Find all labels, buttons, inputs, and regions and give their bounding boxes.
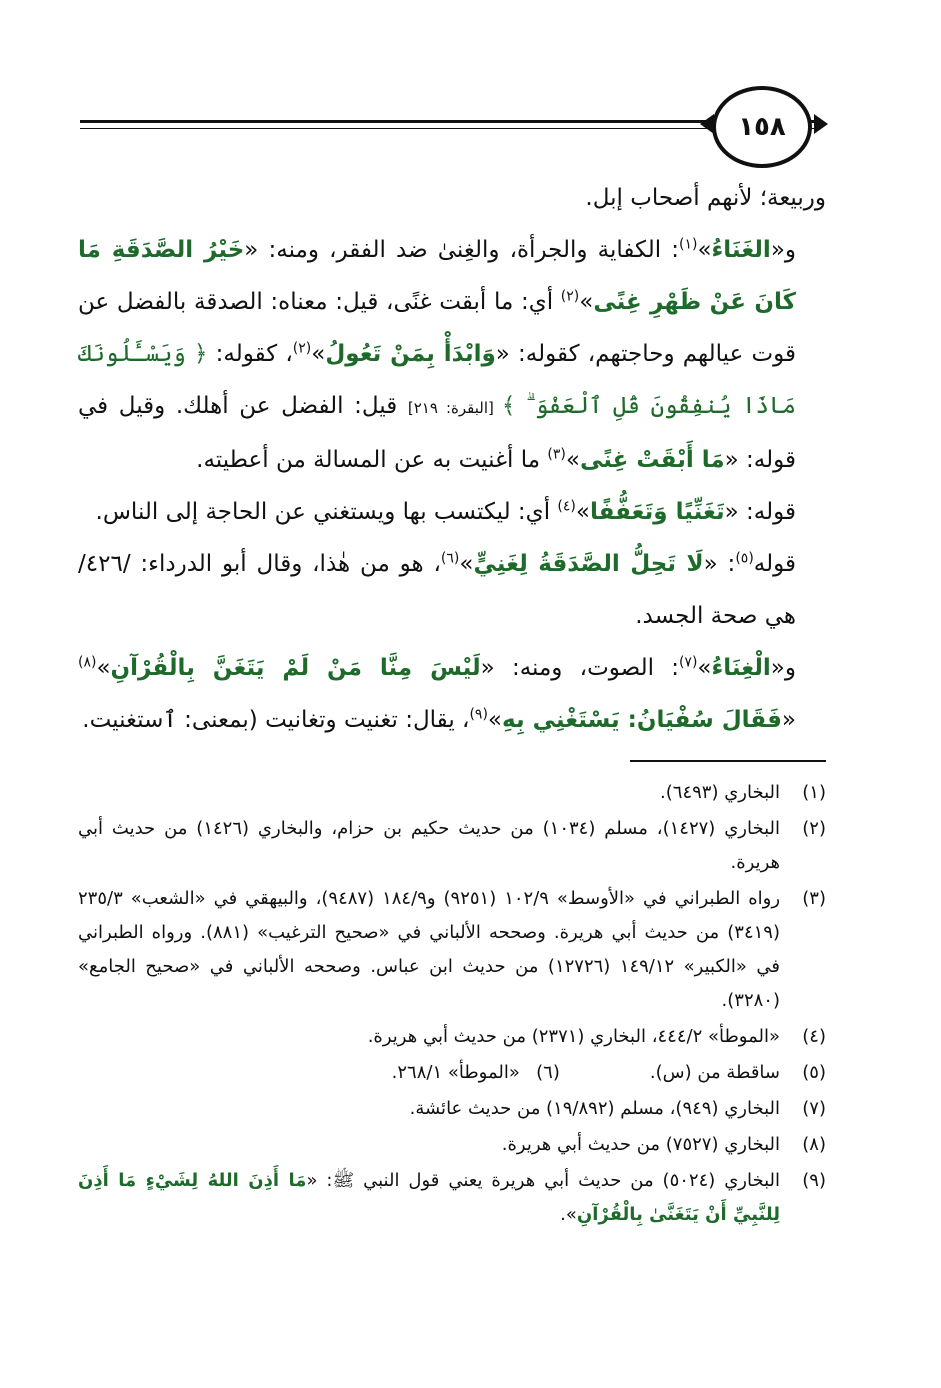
- footnote-text: «الموطأ» ٤٤٤/٢، البخاري (٢٣٧١) من حديث أبي هريرة.: [367, 1026, 780, 1047]
- footnote-ref-2: (٢): [560, 288, 580, 305]
- footnote-number: (٨): [802, 1134, 826, 1155]
- page-badge-right-point: [814, 114, 828, 134]
- footnote-5-6: [78, 1056, 826, 1090]
- term-ghinaa: الْغِنَاءُ: [711, 655, 771, 681]
- footnote-ref-9: (٩): [469, 706, 488, 723]
- footnote-ref-5: (٥): [735, 550, 754, 567]
- footnote-text: رواه الطبراني في «الأوسط» ١٠٢/٩ (٩٢٥١) و١٨٤/٩ (٩٤٨٧)، والبيهقي في «الشعب» ٢٣٥/٣ (٣٤١٩) من حديث أبي هريرة. وصححه الألباني في «صحيح الترغيب» (٨٨١). ورواه الطبراني في «الكبير» ١٤٩/١٢ (١٢٧٢٦) من حديث ابن عباس. وصححه الألباني في «صحيح الجامع» (٣٢٨٠).: [78, 888, 781, 1011]
- paragraph-la-tahill: قوله$^{(٥)}$: «لَا تَحِلُّ الصَّدَقَةُ لِغَنِيٍّ»$^{(٦)}$، هو من هٰذا، وقال أبو الدرداء: /٤٢٦/ هي صحة الجسد.: [78, 550, 796, 629]
- quote-sufyan: فَقَالَ سُفْيَانُ: يَسْتَغْنِي بِهِ: [502, 707, 782, 733]
- footnote-ref-3: (٣): [547, 446, 566, 463]
- footnote-8: [78, 1128, 826, 1162]
- paragraph-ghanaa: و«الغَنَاءُ»$^{(١)}$: الكفاية والجرأة، والغِنىٰ ضد الفقر، ومنه: «خَيْرُ الصَّدَقَةِ مَا كَانَ عَنْ ظَهْرِ غِنًى»$^{(٢)}$ أي: ما أبقت غنًى، قيل: معناه: الصدقة بالفضل عن قوت عيالهم وحاجتهم، كقوله: «وَابْدَأْ بِمَنْ تَعُولُ»$^{(٢)}$، كقوله: ﴿ وَيَسْـَٔلُونَكَ مَاذَا يُنفِقُونَ قُلِ ٱلْعَفْوَ ۗ ﴾ [البقرة: ٢١٩] قيل: الفضل عن أهلك. وقيل في قوله: «مَا أَبْقَتْ غِنًى»$^{(٣)}$ ما أغنيت به عن المسالة من أعطيته.: [78, 236, 797, 473]
- page-number-badge: [712, 86, 812, 168]
- footnote-4: [78, 1020, 826, 1054]
- term-ghanaa: الغَنَاءُ: [711, 237, 771, 263]
- footnote-text: البخاري (٦٤٩٣).: [660, 782, 780, 803]
- footnote-number: (٢): [802, 818, 826, 839]
- footnote-6: [392, 1056, 560, 1090]
- footnote-number: (٩): [802, 1170, 826, 1191]
- page-number: ١٥٨: [738, 112, 786, 142]
- footnote-number: (١): [802, 782, 826, 803]
- quran-verse: ﴿ وَيَسْـَٔلُونَكَ مَاذَا يُنفِقُونَ قُلِ ٱلْعَفْوَ ۗ ﴾: [78, 341, 796, 419]
- hadith-ma-abqat: مَا أَبْقَتْ غِنًى: [579, 447, 725, 473]
- main-text: [78, 172, 826, 746]
- footnote-number: (٥): [802, 1062, 826, 1083]
- footnote-ref-8: (٨): [78, 654, 97, 671]
- footnote-number: (٦): [536, 1062, 560, 1083]
- paragraph-taghanniyan: قوله: «تَغَنِّيًا وَتَعَفُّفًا»$^{(٤)}$ أي: ليكتسب بها ويستغني عن الحاجة إلى الناس.: [95, 498, 796, 525]
- footnote-number: (٣): [802, 888, 826, 909]
- footnote-separator: [630, 760, 826, 762]
- footnote-ref-4: (٤): [557, 498, 576, 515]
- hadith-khayr-alsadaqa: خَيْرُ الصَّدَقَةِ مَا كَانَ عَنْ ظَهْرِ غِنًى: [78, 237, 796, 315]
- footnote-number: (٤): [802, 1026, 826, 1047]
- footnote-text: ساقطة من (س).: [649, 1062, 780, 1083]
- footnote-text: «الموطأ» ٢٦٨/١.: [391, 1062, 520, 1083]
- paragraph-ghinaa: و«الْغِنَاءُ»$^{(٧)}$: الصوت، ومنه: «لَيْسَ مِنَّا مَنْ لَمْ يَتَغَنَّ بِالْقُرْآنِ»$^{(٨)}$ «فَقَالَ سُفْيَانُ: يَسْتَغْنِي بِهِ»$^{(٩)}$، يقال: تغنيت وتغانيت (بمعنى: ٱستغنيت.: [78, 654, 796, 733]
- footnotes: [78, 776, 826, 1234]
- footnote-7: [78, 1092, 826, 1126]
- footnote-number: (٧): [802, 1098, 826, 1119]
- footnote-text: البخاري (١٤٢٧)، مسلم (١٠٣٤) من حديث حكيم بن حزام، والبخاري (١٤٢٦) من حديث أبي هريرة.: [78, 818, 781, 873]
- hadith-wabda: وَابْدَأْ بِمَنْ تَعُولُ: [325, 341, 496, 367]
- quran-reference: [البقرة: ٢١٩]: [407, 399, 502, 417]
- footnote-ref-2b: (٢): [292, 340, 312, 357]
- footnote-text: البخاري (٩٤٩)، مسلم (١٩/٨٩٢) من حديث عائشة.: [409, 1098, 780, 1119]
- footnote-2: [78, 812, 826, 880]
- hadith-taghanniyan: تَغَنِّيًا وَتَعَفُّفًا: [589, 499, 725, 525]
- paragraph-1: وربيعة؛ لأنهم أصحاب إبل.: [585, 185, 826, 211]
- hadith-ma-adhina: مَا أَذِنَ اللهُ لِشَيْءٍ مَا أَذِنَ لِلنَّبِيِّ أَنْ يَتَغَنَّىٰ بِالْقُرْآنِ: [78, 1170, 780, 1225]
- hadith-la-tahill: لَا تَحِلُّ الصَّدَقَةُ لِغَنِيٍّ: [473, 551, 704, 577]
- footnote-ref-1: (١): [678, 236, 698, 253]
- footnote-3: [78, 882, 826, 1018]
- footnote-ref-7: (٧): [678, 654, 698, 671]
- footnote-9: [78, 1164, 826, 1232]
- footnote-1: [78, 776, 826, 810]
- footnote-text: البخاري (٥٠٢٤) من حديث أبي هريرة يعني قول النبي ﷺ: «مَا أَذِنَ اللهُ لِشَيْءٍ مَا أَذِنَ لِلنَّبِيِّ أَنْ يَتَغَنَّىٰ بِالْقُرْآنِ».: [78, 1170, 781, 1225]
- footnote-ref-6: (٦): [440, 550, 460, 567]
- hadith-laysa-minna: لَيْسَ مِنَّا مَنْ لَمْ يَتَغَنَّ بِالْقُرْآنِ: [110, 655, 481, 681]
- footnote-text: البخاري (٧٥٢٧) من حديث أبي هريرة.: [501, 1134, 780, 1155]
